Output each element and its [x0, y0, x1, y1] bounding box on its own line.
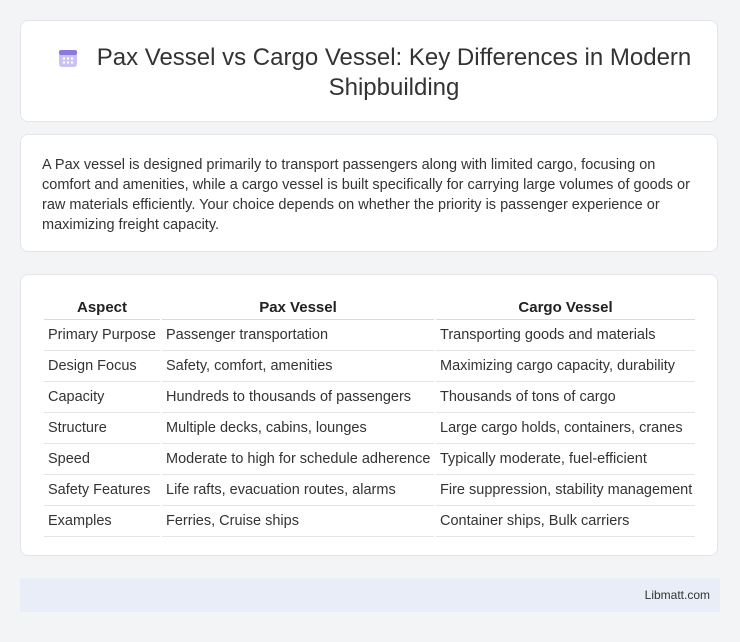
page-title-wrap	[21, 43, 717, 103]
cell-aspect: Primary Purpose	[44, 320, 160, 351]
cell-cargo: Maximizing cargo capacity, durability	[436, 351, 695, 382]
cell-aspect: Safety Features	[44, 475, 160, 506]
cell-cargo: Thousands of tons of cargo	[436, 382, 695, 413]
cell-cargo: Fire suppression, stability management	[436, 475, 695, 506]
cell-cargo: Container ships, Bulk carriers	[436, 506, 695, 537]
cell-cargo: Typically moderate, fuel-efficient	[436, 444, 695, 475]
cell-pax: Life rafts, evacuation routes, alarms	[162, 475, 434, 506]
footer-bar	[20, 578, 720, 612]
comparison-table	[42, 295, 697, 537]
cell-aspect: Design Focus	[44, 351, 160, 382]
table-header-row	[44, 295, 695, 320]
footer-site-link[interactable]: Libmatt.com	[644, 588, 710, 602]
cell-aspect: Structure	[44, 413, 160, 444]
cell-pax: Moderate to high for schedule adherence	[162, 444, 434, 475]
cell-aspect: Capacity	[44, 382, 160, 413]
header-aspect: Aspect	[44, 295, 160, 320]
title-card	[20, 20, 718, 122]
table-row	[44, 506, 695, 537]
table-row	[44, 413, 695, 444]
cell-aspect: Examples	[44, 506, 160, 537]
intro-paragraph: A Pax vessel is designed primarily to transport passengers along with limited cargo, focusing on comfort and amenities, while a cargo vessel is built specifically for carrying large volumes of goods or raw materials efficiently. Your choice depends on whether the priority is passenger experience or maximizing freight capacity.	[42, 157, 690, 233]
header-pax-vessel: Pax Vessel	[162, 295, 434, 320]
cell-cargo: Large cargo holds, containers, cranes	[436, 413, 695, 444]
cell-pax: Ferries, Cruise ships	[162, 506, 434, 537]
table-row	[44, 382, 695, 413]
cell-pax: Hundreds to thousands of passengers	[162, 382, 434, 413]
intro-card	[20, 134, 718, 252]
comparison-card	[20, 274, 718, 556]
table-row	[44, 444, 695, 475]
cell-aspect: Speed	[44, 444, 160, 475]
cell-pax: Safety, comfort, amenities	[162, 351, 434, 382]
cell-pax: Passenger transportation	[162, 320, 434, 351]
cell-cargo: Transporting goods and materials	[436, 320, 695, 351]
table-row	[44, 320, 695, 351]
table-row	[44, 351, 695, 382]
header-cargo-vessel: Cargo Vessel	[436, 295, 695, 320]
page-title: Pax Vessel vs Cargo Vessel: Key Differences in Modern Shipbuilding	[96, 44, 692, 101]
table-row	[44, 475, 695, 506]
cell-pax: Multiple decks, cabins, lounges	[162, 413, 434, 444]
